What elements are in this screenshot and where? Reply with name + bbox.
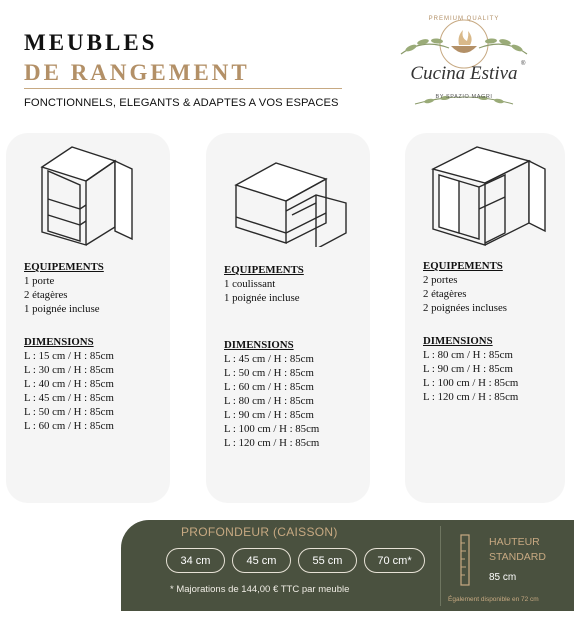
logo-byline: BY SPAZIO MAGRI [435,94,493,100]
equipment-title: EQUIPEMENTS [24,261,104,273]
dimensions-title: DIMENSIONS [423,335,493,347]
brand-logo [393,8,535,116]
equipment-section [423,259,507,315]
equipment-item: 1 poignée incluse [224,292,300,304]
equipment-item: 1 poignée incluse [24,303,100,315]
dimension-item: L : 45 cm / H : 85cm [24,392,114,404]
logo-wordmark: Cucina Estiva [410,63,518,84]
dimension-item: L : 120 cm / H : 85cm [423,391,519,403]
depth-option-45[interactable]: 45 cm [232,548,291,573]
equipment-item: 2 étagères [24,289,68,301]
equipment-item: 2 portes [423,274,458,286]
dimensions-title: DIMENSIONS [24,336,94,348]
cabinet-one-door-icon [20,137,150,247]
height-value: 85 cm [489,572,517,583]
equipment-item: 2 étagères [423,288,467,300]
dimension-item: L : 60 cm / H : 85cm [224,381,314,393]
height-label-line-2: STANDARD [489,551,546,563]
equipment-title: EQUIPEMENTS [423,260,503,272]
dimension-item: L : 80 cm / H : 85cm [224,395,314,407]
product-card-two-doors [405,133,565,503]
dimensions-title: DIMENSIONS [224,339,294,351]
options-band [121,520,574,611]
height-label-line-1: HAUTEUR [489,536,540,548]
dimension-item: L : 100 cm / H : 85cm [224,423,320,435]
product-card-drawer [206,133,370,503]
height-ruler-icon [460,534,470,586]
cabinet-drawer-icon [220,137,350,247]
cabinet-two-doors-icon [419,137,549,247]
height-availability-note: Également disponible en 72 cm [448,596,539,603]
equipment-section [24,260,104,316]
dimensions-section [423,334,518,404]
depth-option-55[interactable]: 55 cm [298,548,357,573]
dimension-item: L : 90 cm / H : 85cm [423,363,513,375]
depth-option-34[interactable]: 34 cm [166,548,225,573]
page-title-line-2: DE RANGEMENT [24,60,250,85]
equipment-section [224,263,304,305]
product-card-one-door [6,133,170,503]
band-divider [440,526,441,606]
title-divider [24,88,342,89]
equipment-item: 1 porte [24,275,55,287]
dimension-item: L : 120 cm / H : 85cm [224,437,320,449]
depth-option-70[interactable]: 70 cm* [364,548,425,573]
dimension-item: L : 15 cm / H : 85cm [24,350,114,362]
equipment-title: EQUIPEMENTS [224,264,304,276]
depth-surcharge-note: * Majorations de 144,00 € TTC par meuble [170,584,350,595]
dimension-item: L : 40 cm / H : 85cm [24,378,114,390]
equipment-item: 2 poignées incluses [423,302,507,314]
logo-tagline: PREMIUM QUALITY [428,16,500,22]
dimension-item: L : 50 cm / H : 85cm [224,367,314,379]
dimension-item: L : 60 cm / H : 85cm [24,420,114,432]
page-subtitle: FONCTIONNELS, ELEGANTS & ADAPTES A VOS ESPACES [24,97,339,109]
dimension-item: L : 30 cm / H : 85cm [24,364,114,376]
depth-title: PROFONDEUR (CAISSON) [181,525,338,539]
dimension-item: L : 90 cm / H : 85cm [224,409,314,421]
dimensions-section [224,338,319,450]
dimension-item: L : 45 cm / H : 85cm [224,353,314,365]
logo-registered-mark: ® [521,61,526,67]
dimensions-section [24,335,114,433]
dimension-item: L : 80 cm / H : 85cm [423,349,513,361]
equipment-item: 1 coulissant [224,278,276,290]
dimension-item: L : 50 cm / H : 85cm [24,406,114,418]
dimension-item: L : 100 cm / H : 85cm [423,377,519,389]
page-title-line-1: MEUBLES [24,30,158,55]
